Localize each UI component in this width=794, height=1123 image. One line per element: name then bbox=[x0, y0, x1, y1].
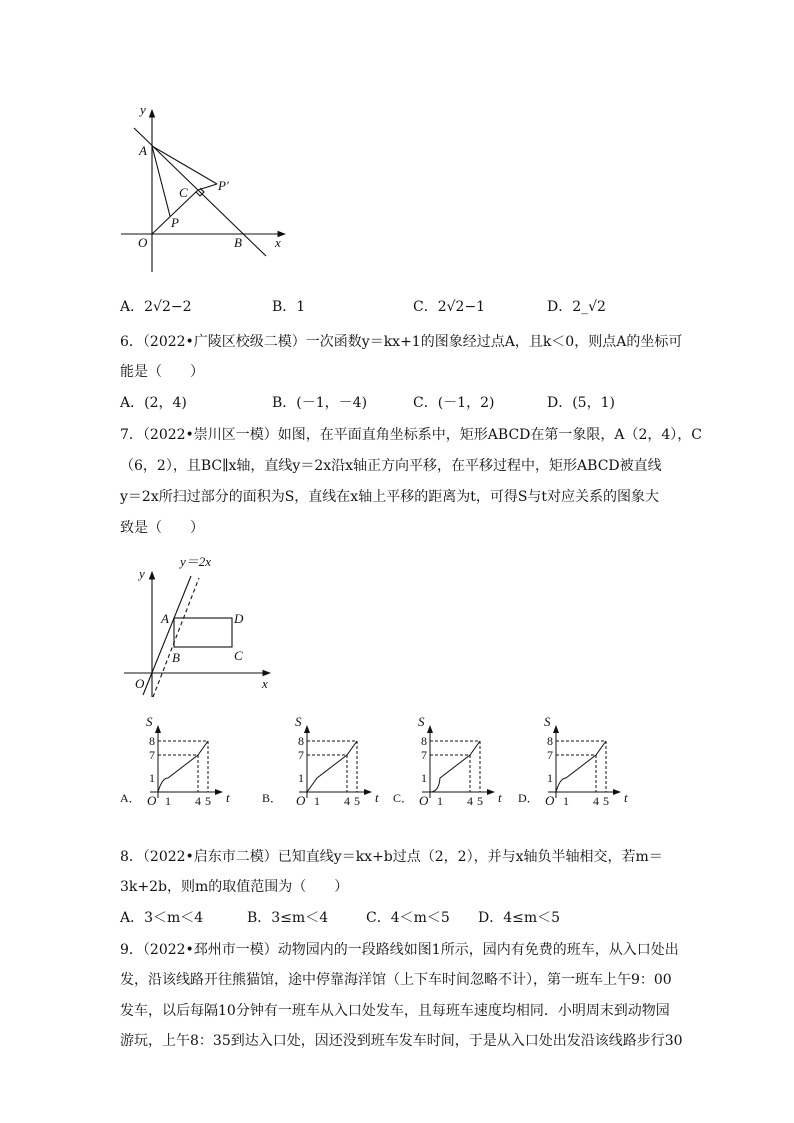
q6-text-line: 能是（ ） bbox=[120, 364, 204, 380]
t-tick-label: 4 bbox=[593, 794, 599, 808]
s-tick-label: 8 bbox=[149, 734, 155, 748]
q7-text-line: y＝2x所扫过部分的面积为S，直线在x轴上平移的距离为t，可得S与t对应关系的图象大 bbox=[120, 489, 660, 505]
q7-text-line: 7．（2022•崇川区一模）如图，在平面直角坐标系中，矩形ABCD在第一象限，A（2，4），C bbox=[120, 427, 703, 443]
choice-label: D． bbox=[518, 791, 539, 805]
origin-label: O bbox=[296, 793, 306, 808]
s-axis-label: S bbox=[295, 714, 302, 729]
t-axis-label: t bbox=[624, 790, 628, 805]
t-tick-label: 4 bbox=[467, 794, 473, 808]
label-y: y bbox=[140, 102, 146, 117]
q8-option-c[interactable]: C．4＜m＜5 bbox=[366, 910, 450, 926]
t-tick-label: 1 bbox=[563, 794, 569, 808]
t-tick-label: 5 bbox=[205, 794, 211, 808]
label-o: O bbox=[138, 235, 148, 250]
q9-text-line: 游玩，上午8：35到达入口处，因还没到班车发车时间，于是从入口处出发沿该线路步行30 bbox=[120, 1033, 683, 1049]
s-t-curve bbox=[430, 741, 480, 792]
label-p: P bbox=[171, 215, 179, 230]
t-axis-label: t bbox=[375, 790, 379, 805]
origin-label: O bbox=[147, 793, 157, 808]
q8-text-line: 8．（2022•启东市二模）已知直线y＝kx+b过点（2，2），并与x轴负半轴相交，若m＝ bbox=[120, 849, 663, 865]
label-d: D bbox=[234, 611, 244, 626]
q5-option-d[interactable]: D．2_√2 bbox=[547, 299, 606, 315]
t-tick-label: 1 bbox=[165, 794, 171, 808]
q8-option-a[interactable]: A．3＜m＜4 bbox=[120, 910, 204, 926]
q9-text-line: 9．（2022•邳州市一模）动物园内的一段路线如图1所示，园内有免费的班车，从入口处出 bbox=[120, 942, 679, 958]
origin-label: O bbox=[545, 793, 555, 808]
s-axis-label: S bbox=[418, 714, 425, 729]
label-c: C bbox=[234, 648, 243, 663]
q7-text-line: 致是（ ） bbox=[120, 520, 204, 536]
label-b: B bbox=[234, 235, 242, 250]
s-tick-label: 8 bbox=[298, 734, 304, 748]
label-c: C bbox=[179, 185, 188, 200]
t-axis-label: t bbox=[498, 790, 502, 805]
s-tick-label: 7 bbox=[149, 748, 155, 762]
q6-option-b[interactable]: B．(－1，－4) bbox=[272, 395, 368, 411]
q9-text-line: 发车，以后每隔10分钟有一班车从入口处发车，且每班车速度均相同．小明周末到动物园 bbox=[120, 1003, 670, 1019]
s-tick-label: 8 bbox=[547, 734, 553, 748]
q5-option-a[interactable]: A．2√2−2 bbox=[120, 299, 192, 315]
label-p-prime: P′ bbox=[218, 178, 229, 193]
q8-option-b[interactable]: B．3≤m＜4 bbox=[247, 910, 329, 926]
choice-graph-d[interactable] bbox=[548, 726, 620, 798]
choice-graph-c[interactable] bbox=[422, 726, 494, 798]
s-t-curve bbox=[158, 741, 208, 792]
t-tick-label: 5 bbox=[603, 794, 609, 808]
label-a: A bbox=[161, 611, 169, 626]
s-tick-label: 7 bbox=[547, 748, 553, 762]
t-axis-label: t bbox=[226, 790, 230, 805]
t-tick-label: 5 bbox=[354, 794, 360, 808]
q6-option-c[interactable]: C．(－1，2) bbox=[413, 395, 495, 411]
s-tick-label: 1 bbox=[547, 771, 553, 785]
s-axis-label: S bbox=[544, 714, 551, 729]
choice-label: C． bbox=[393, 791, 414, 805]
origin-label: O bbox=[419, 793, 429, 808]
s-tick-label: 7 bbox=[298, 748, 304, 762]
choice-label: A． bbox=[120, 791, 141, 805]
label-x: x bbox=[262, 676, 268, 691]
s-t-curve bbox=[556, 741, 606, 792]
q6-option-a[interactable]: A．(2，4) bbox=[120, 395, 187, 411]
t-tick-label: 5 bbox=[477, 794, 483, 808]
choice-graph-b[interactable] bbox=[299, 726, 371, 798]
s-tick-label: 1 bbox=[298, 771, 304, 785]
s-tick-label: 8 bbox=[421, 734, 427, 748]
q7-text-line: （6，2），且BC∥x轴，直线y＝2x沿x轴正方向平移，在平移过程中，矩形ABCD被直线 bbox=[120, 458, 662, 474]
s-tick-label: 7 bbox=[421, 748, 427, 762]
label-o: O bbox=[135, 676, 145, 691]
t-tick-label: 4 bbox=[344, 794, 350, 808]
q6-option-d[interactable]: D．(5，1) bbox=[547, 395, 615, 411]
choice-label: B． bbox=[262, 791, 283, 805]
t-tick-label: 1 bbox=[437, 794, 443, 808]
s-axis-label: S bbox=[146, 714, 153, 729]
q6-text-line: 6．（2022•广陵区校级二模）一次函数y＝kx+1的图象经过点A，且k＜0，则点A的坐标可 bbox=[120, 334, 683, 350]
t-tick-label: 1 bbox=[314, 794, 320, 808]
s-tick-label: 1 bbox=[421, 771, 427, 785]
label-y: y bbox=[139, 566, 145, 581]
label-x: x bbox=[275, 235, 281, 250]
label-y-2x: y＝2x bbox=[180, 554, 212, 569]
s-tick-label: 1 bbox=[149, 771, 155, 785]
q5-option-c[interactable]: C．2√2−1 bbox=[413, 299, 486, 315]
q5-option-b[interactable]: B．1 bbox=[272, 299, 306, 315]
q8-option-d[interactable]: D．4≤m＜5 bbox=[478, 910, 561, 926]
q8-text-line: 3k+2b，则m的取值范围为（ ） bbox=[120, 879, 349, 895]
q9-text-line: 发，沿该线路开往熊猫馆，途中停靠海洋馆（上下车时间忽略不计），第一班车上午9：00 bbox=[120, 972, 672, 988]
t-tick-label: 4 bbox=[195, 794, 201, 808]
s-t-curve bbox=[307, 741, 357, 792]
label-a: A bbox=[139, 143, 147, 158]
choice-graph-a[interactable] bbox=[150, 726, 222, 798]
label-b: B bbox=[172, 650, 180, 665]
